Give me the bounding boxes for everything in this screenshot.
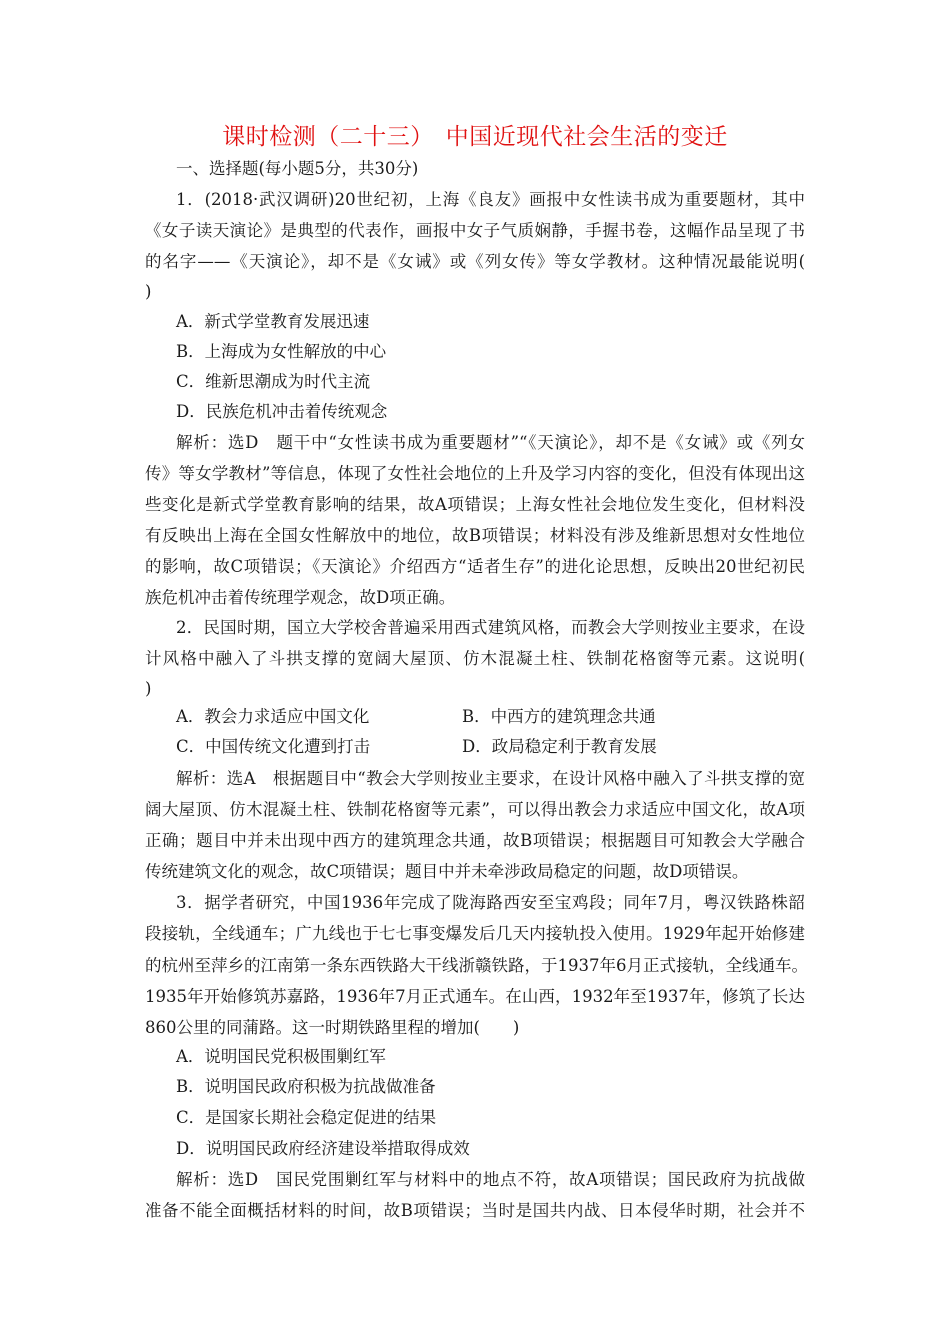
q1-option-d: D．民族危机冲击着传统观念 [176,402,388,421]
q2-analysis-line: 阔大屋顶、仿木混凝土柱、铁制花格窗等元素”，可以得出教会力求适应中国文化，故A项 [145,800,805,819]
q1-stem-line: ) [145,282,152,301]
q1-analysis-line: 的影响，故C项错误；《天演论》介绍西方“适者生存”的进化论思想，反映出20世纪初民 [145,557,805,576]
q1-option-b: B．上海成为女性解放的中心 [176,342,387,361]
q3-option-b: B．说明国民政府积极为抗战做准备 [176,1077,436,1096]
q2-option-d: D．政局稳定利于教育发展 [462,737,657,756]
q3-analysis-line: 解析：选D 国民党围剿红军与材料中的地点不符，故A项错误；国民政府为抗战做 [176,1170,805,1189]
q1-analysis-line: 些变化是新式学堂教育影响的结果，故A项错误；上海女性社会地位发生变化，但材料没 [145,495,805,514]
q3-stem-line: 860公里的同蒲路。这一时期铁路里程的增加( ) [145,1018,520,1037]
q1-analysis-line: 族危机冲击着传统理学观念，故D项正确。 [145,588,456,607]
section-heading: 一、选择题(每小题5分，共30分) [176,159,419,178]
q3-stem-line: 3．据学者研究，中国1936年完成了陇海路西安至宝鸡段；同年7月，粤汉铁路株韶 [176,893,805,912]
q1-analysis-line: 传》等女学教材”等信息，体现了女性社会地位的上升及学习内容的变化，但没有体现出这 [145,464,805,483]
q3-analysis-line: 准备不能全面概括材料的时间，故B项错误；当时是国共内战、日本侵华时期，社会并不 [145,1201,805,1220]
q1-stem-line: 1．(2018·武汉调研)20世纪初，上海《良友》画报中女性读书成为重要题材，其中 [176,190,805,209]
q2-analysis-line: 正确；题目中并未出现中西方的建筑理念共通，故B项错误；根据题目可知教会大学融合 [145,831,805,850]
q2-stem-line: 计风格中融入了斗拱支撑的宽阔大屋顶、仿木混凝土柱、铁制花格窗等元素。这说明( [145,649,838,668]
q2-analysis-line: 传统建筑文化的观念，故C项错误；题目中并未牵涉政局稳定的问题，故D项错误。 [145,862,749,881]
q2-stem-line: ) [145,679,152,698]
q3-option-d: D．说明国民政府经济建设举措取得成效 [176,1139,470,1158]
q1-option-c: C．维新思潮成为时代主流 [176,372,371,391]
q2-analysis-line: 解析：选A 根据题目中“教会大学则按业主要求，在设计风格中融入了斗拱支撑的宽 [176,769,805,788]
q1-analysis-line: 有反映出上海在全国女性解放中的地位，故B项错误；材料没有涉及维新思想对女性地位 [145,526,805,545]
q2-option-a: A．教会力求适应中国文化 [176,707,370,726]
q3-option-c: C．是国家长期社会稳定促进的结果 [176,1108,437,1127]
q3-option-a: A．说明国民党积极围剿红军 [176,1047,386,1066]
q1-option-a: A．新式学堂教育发展迅速 [176,312,370,331]
q2-stem-line: 2．民国时期，国立大学校舍普遍采用西式建筑风格，而教会大学则按业主要求，在设 [176,618,805,637]
q1-analysis-line: 解析：选D 题干中“女性读书成为重要题材”“《天演论》，却不是《女诫》或《列女 [176,433,805,452]
q2-option-c: C．中国传统文化遭到打击 [176,737,371,756]
q2-option-b: B．中西方的建筑理念共通 [462,707,656,726]
q3-stem-line: 的杭州至萍乡的江南第一条东西铁路大干线浙赣铁路，于1937年6月正式接轨，全线通车。 [145,956,808,975]
q1-stem-line: 《女子读天演论》是典型的代表作，画报中女子气质娴静，手握书卷，这幅作品呈现了书 [145,221,805,240]
page-title: 课时检测（二十三） 中国近现代社会生活的变迁 [222,124,728,150]
q3-stem-line: 1935年开始修筑苏嘉路，1936年7月正式通车。在山西，1932年至1937年，修筑了长达 [145,987,805,1006]
q1-stem-line: 的名字——《天演论》，却不是《女诫》或《列女传》等女学教材。这种情况最能说明( [145,252,838,271]
q3-stem-line: 段接轨，全线通车；广九线也于七七事变爆发后几天内接轨投入使用。1929年起开始修建 [145,924,805,943]
